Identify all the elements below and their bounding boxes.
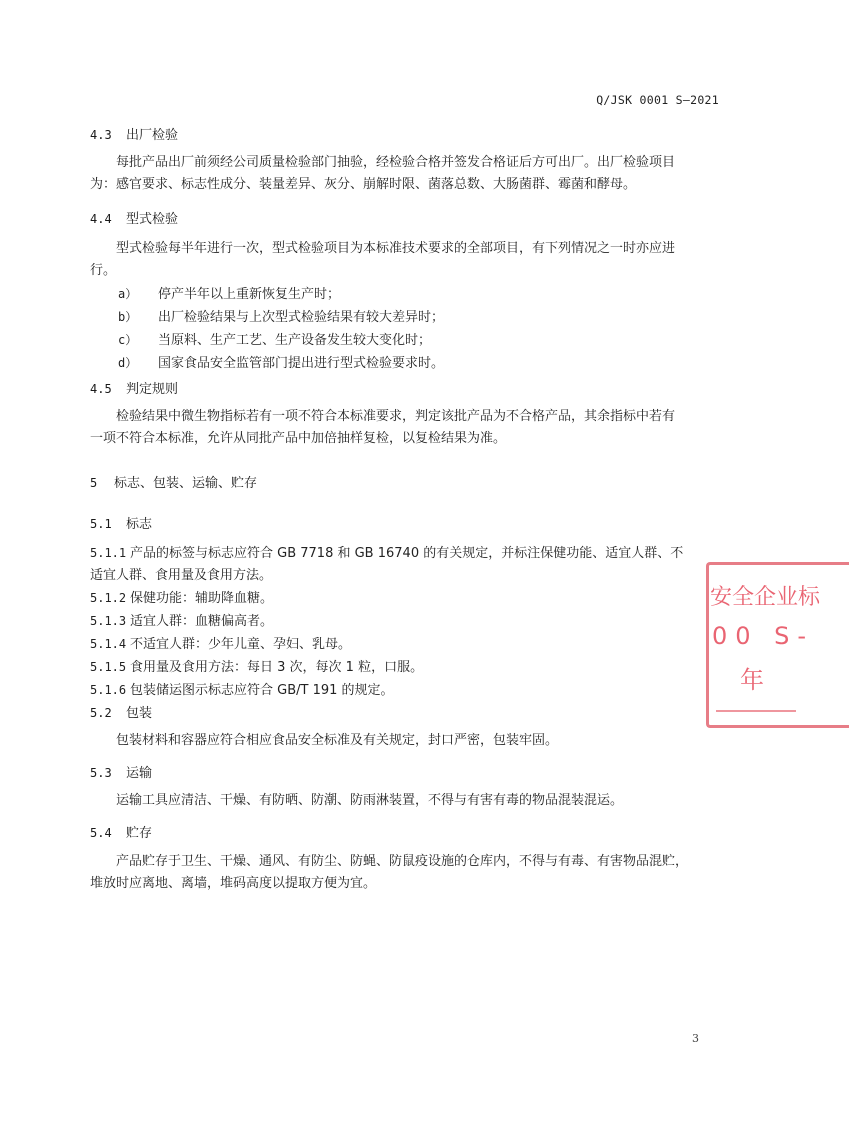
list-item	[118, 306, 444, 325]
section-5-2-paragraph	[90, 730, 720, 752]
section-number: 4.3	[90, 128, 112, 142]
list-text: 停产半年以上重新恢复生产时；	[158, 287, 341, 302]
clause-item	[90, 679, 394, 698]
clause-text: 保健功能：辅助降血糖。	[130, 591, 274, 606]
section-title: 出厂检验	[126, 128, 179, 143]
section-number: 5.1	[90, 517, 112, 531]
section-4-5-heading	[90, 378, 178, 397]
seal-underline	[716, 710, 796, 712]
section-title: 标志	[126, 517, 153, 532]
list-text: 当原料、生产工艺、生产设备发生较大变化时；	[158, 333, 432, 348]
clause-item	[90, 610, 273, 629]
clause-text: 产品的标签与标志应符合 GB 7718 和 GB 16740 的有关规定，并标注保健功能、适宜人群、不	[130, 546, 684, 561]
list-label: b）	[118, 310, 138, 324]
company-seal-stamp	[706, 562, 821, 728]
page-number: 3	[692, 1032, 699, 1045]
section-number: 5.3	[90, 766, 112, 780]
list-item	[118, 352, 444, 371]
clause-label: 5.1.5	[90, 660, 127, 674]
section-5-3-paragraph	[90, 790, 720, 812]
section-title: 运输	[126, 766, 153, 781]
text-run: 每批产品出厂前须经公司质量检验部门抽验，经检验合格并签发合格证后方可出厂。出厂检验项目	[116, 155, 676, 170]
paragraph-line	[90, 152, 720, 174]
clause-label: 5.1.2	[90, 591, 127, 605]
clause-text: 不适宜人群：少年儿童、孕妇、乳母。	[130, 637, 352, 652]
section-title: 型式检验	[126, 212, 179, 227]
paragraph-line	[90, 238, 720, 260]
text-run: 型式检验每半年进行一次，型式检验项目为本标准技术要求的全部项目，有下列情况之一时亦应进	[116, 241, 676, 256]
section-title: 判定规则	[126, 382, 179, 397]
section-5-4-paragraph	[90, 851, 720, 895]
clause-item	[90, 542, 683, 561]
clause-item	[90, 633, 351, 652]
paragraph-line	[90, 406, 720, 428]
paragraph-line: 为：感官要求、标志性成分、装量差异、灰分、崩解时限、菌落总数、大肠菌群、霉菌和酵母。	[90, 177, 637, 192]
section-5-1-heading	[90, 513, 152, 532]
text-run: 包装材料和容器应符合相应食品安全标准及有关规定，封口严密，包装牢固。	[116, 733, 559, 748]
section-5-4-heading	[90, 822, 152, 841]
paragraph-line: 一项不符合本标准，允许从同批产品中加倍抽样复检，以复检结果为准。	[90, 431, 507, 446]
section-title: 标志、包装、运输、贮存	[114, 476, 258, 491]
section-4-3-heading	[90, 124, 178, 143]
list-label: a）	[118, 287, 138, 301]
clause-label: 5.1.4	[90, 637, 127, 651]
paragraph-line	[90, 851, 720, 873]
text-run: 产品贮存于卫生、干燥、通风、有防尘、防蝇、防鼠疫设施的仓库内，不得与有毒、有害物品混贮，	[116, 854, 689, 869]
paragraph-line: 堆放时应离地、离墙，堆码高度以提取方便为宜。	[90, 876, 377, 891]
clause-text: 适宜人群：血糖偏高者。	[130, 614, 274, 629]
list-text: 出厂检验结果与上次型式检验结果有较大差异时；	[158, 310, 445, 325]
section-number: 4.4	[90, 212, 112, 226]
section-5-heading	[90, 472, 257, 491]
section-4-4-heading	[90, 208, 178, 227]
text-run: 检验结果中微生物指标若有一项不符合本标准要求，判定该批产品为不合格产品，其余指标中若有	[116, 409, 676, 424]
section-4-4-paragraph	[90, 238, 720, 282]
section-number: 5.4	[90, 826, 112, 840]
clause-label: 5.1.1	[90, 546, 127, 560]
section-number: 5	[90, 476, 98, 490]
section-number: 5.2	[90, 706, 112, 720]
clause-text: 适宜人群、食用量及食用方法。	[90, 568, 273, 583]
seal-text: 安全企业标	[710, 585, 821, 610]
clause-item	[90, 564, 272, 583]
standard-code: Q/JSK 0001 S—2021	[596, 93, 719, 107]
seal-text: 年	[740, 666, 764, 694]
list-text: 国家食品安全监管部门提出进行型式检验要求时。	[158, 356, 445, 371]
clause-text: 包装储运图示标志应符合 GB/T 191 的规定。	[130, 683, 394, 698]
list-item	[118, 329, 431, 348]
seal-text: 00 S-	[712, 622, 815, 650]
clause-label: 5.1.6	[90, 683, 127, 697]
section-4-5-paragraph	[90, 406, 720, 450]
section-title: 贮存	[126, 826, 153, 841]
section-number: 4.5	[90, 382, 112, 396]
list-label: d）	[118, 356, 138, 370]
paragraph-line: 行。	[90, 263, 117, 278]
list-item	[118, 283, 340, 302]
paragraph-line	[90, 730, 720, 752]
clause-label: 5.1.3	[90, 614, 127, 628]
section-4-3-paragraph	[90, 152, 720, 196]
section-title: 包装	[126, 706, 153, 721]
section-5-2-heading	[90, 702, 152, 721]
list-label: c）	[118, 333, 138, 347]
text-run: 运输工具应清洁、干燥、有防晒、防潮、防雨淋装置，不得与有害有毒的物品混装混运。	[116, 793, 624, 808]
clause-text: 食用量及食用方法：每日 3 次，每次 1 粒，口服。	[130, 660, 424, 675]
clause-item	[90, 656, 423, 675]
paragraph-line	[90, 790, 720, 812]
clause-item	[90, 587, 273, 606]
section-5-3-heading	[90, 762, 152, 781]
